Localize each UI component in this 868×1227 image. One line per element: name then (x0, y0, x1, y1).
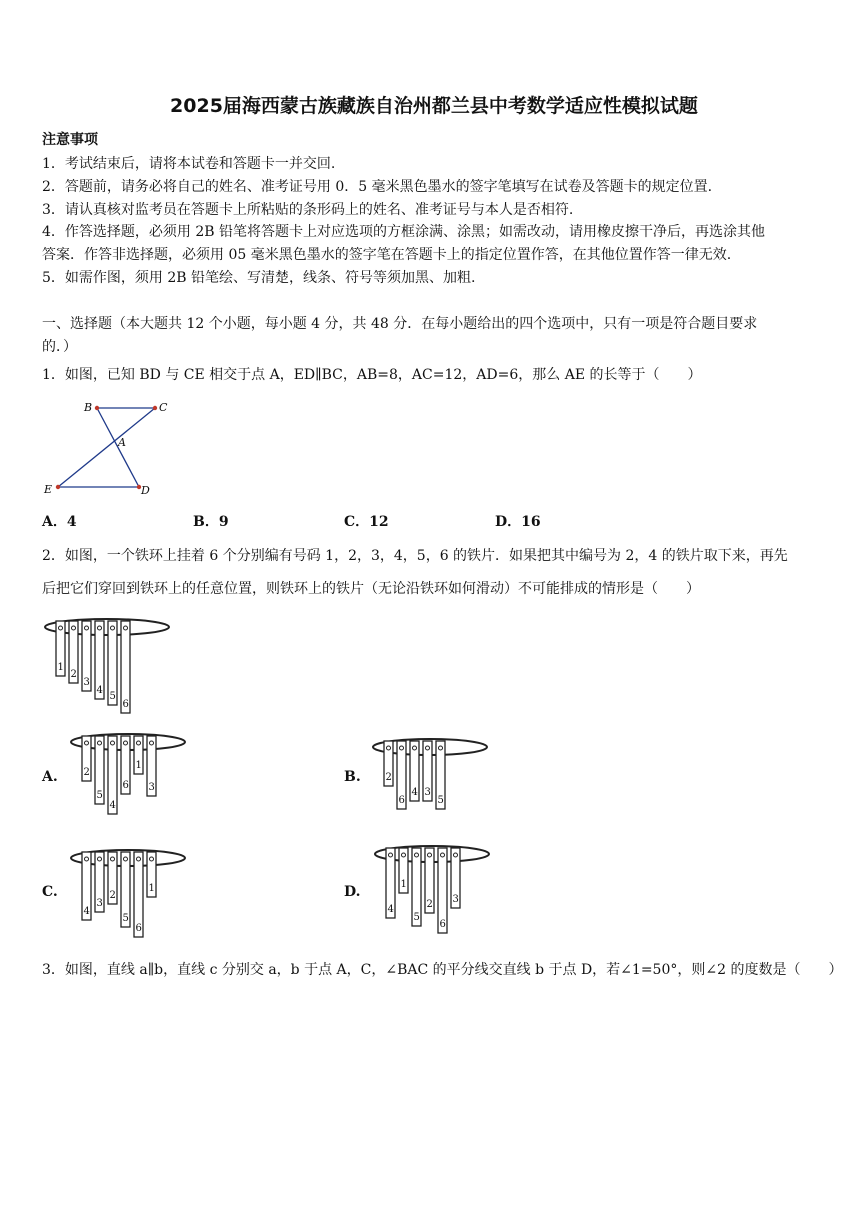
tag-hole (85, 741, 89, 745)
tag-number: 4 (109, 800, 116, 811)
tag-number: 1 (57, 662, 64, 673)
tag-hole (72, 626, 76, 630)
tag-hole (426, 746, 430, 750)
tag-number: 4 (411, 787, 418, 798)
tag-number: 3 (83, 677, 90, 688)
tag-hole (389, 853, 393, 857)
point-label-b: B (84, 401, 93, 414)
tag-number: 4 (96, 685, 103, 696)
tag-hole (111, 626, 115, 630)
section-heading: 一、选择题（本大题共 12 个小题，每小题 4 分，共 48 分．在每小题给出的四个选项中，只有一项是符合题目要求 (42, 316, 758, 332)
tag-hole (150, 857, 154, 861)
q2-stem: 2．如图，一个铁环上挂着 6 个分别编有号码 1，2，3，4，5，6 的铁片．如果把其中编号为 2，4 的铁片取下来，再先 (42, 548, 788, 564)
notice-item: 3．请认真核对监考员在答题卡上所粘贴的条形码上的姓名、准考证号与本人是否相符. (42, 202, 574, 218)
tag-hole (98, 626, 102, 630)
tag-number: 5 (109, 691, 116, 702)
tag-hole (400, 746, 404, 750)
tag-hole (387, 746, 391, 750)
q2-option-c-figure (68, 846, 198, 934)
q2-option-b-label: B. (344, 769, 361, 785)
q1-option-d: D．16 (495, 514, 541, 530)
tag-number: 1 (135, 760, 142, 771)
tag-number: 4 (83, 906, 90, 917)
q2-option-a-figure (68, 730, 198, 815)
tag-hole (85, 857, 89, 861)
q1-option-b: B．9 (193, 514, 229, 530)
tag-number: 6 (122, 699, 129, 710)
tag-hole (441, 853, 445, 857)
tag-hole (150, 741, 154, 745)
tag-number: 3 (148, 782, 155, 793)
tag-hole (413, 746, 417, 750)
tag-number: 3 (424, 787, 431, 798)
tag-hole (59, 626, 63, 630)
tag-number: 5 (437, 795, 444, 806)
tag-number: 5 (122, 913, 129, 924)
tag-hole (111, 741, 115, 745)
tag-number: 5 (96, 790, 103, 801)
tag-hole (98, 741, 102, 745)
notice-item: 答案．作答非选择题，必须用 05 毫米黑色墨水的签字笔在答题卡上的指定位置作答，在其他位置作答一律无效. (42, 247, 732, 263)
tag-number: 4 (387, 904, 394, 915)
q1-figure (40, 398, 170, 498)
tag-number: 3 (96, 898, 103, 909)
notice-heading: 注意事项 (42, 132, 98, 148)
q2-option-b-figure (370, 735, 500, 820)
q2-stem-cont: 后把它们穿回到铁环上的任意位置，则铁环上的铁片（无论沿铁环如何滑动）不可能排成的情形是（ ） (42, 581, 700, 597)
tag-hole (111, 857, 115, 861)
tag-hole (124, 857, 128, 861)
q2-option-d-figure (372, 842, 502, 932)
point-e (56, 485, 60, 489)
tag-hole (137, 741, 141, 745)
page-title: 2025届海西蒙古族藏族自治州都兰县中考数学适应性模拟试题 (170, 95, 698, 117)
q2-option-c-label: C. (42, 884, 58, 900)
tag-number: 2 (83, 767, 90, 778)
point-c (153, 406, 157, 410)
tag-number: 1 (148, 883, 155, 894)
tag-number: 3 (452, 894, 459, 905)
tag-hole (98, 857, 102, 861)
point-label-e: E (44, 483, 53, 496)
q1-option-c: C．12 (344, 514, 389, 530)
tag-hole (137, 857, 141, 861)
q2-option-a-label: A. (42, 769, 58, 785)
q2-option-d-label: D. (344, 884, 361, 900)
tag-hole (85, 626, 89, 630)
tag-hole (454, 853, 458, 857)
notice-item: 1．考试结束后，请将本试卷和答题卡一并交回. (42, 156, 336, 172)
tag-number: 2 (426, 899, 433, 910)
tag-number: 2 (109, 890, 116, 901)
tag-number: 6 (398, 795, 405, 806)
segment-ce (58, 408, 155, 487)
notice-item: 2．答题前，请务必将自己的姓名、准考证号用 0．5 毫米黑色墨水的签字笔填写在试卷及答题卡的规定位置. (42, 179, 713, 195)
point-label-c: C (159, 401, 168, 414)
tag-hole (428, 853, 432, 857)
tag-number: 6 (122, 780, 129, 791)
notice-item: 4．作答选择题，必须用 2B 铅笔将答题卡上对应选项的方框涂满、涂黑；如需改动，请用橡皮擦干净后，再选涂其他 (42, 224, 765, 240)
tag-hole (439, 746, 443, 750)
tag-number: 2 (385, 772, 392, 783)
tag-hole (402, 853, 406, 857)
section-heading-cont: 的．） (42, 339, 77, 355)
tag-number: 5 (413, 912, 420, 923)
q1-option-a: A．4 (42, 514, 77, 530)
tag-hole (124, 741, 128, 745)
tag-number: 6 (439, 919, 446, 930)
q3-stem: 3．如图，直线 a∥b，直线 c 分别交 a，b 于点 A，C，∠BAC 的平分线交直线 b 于点 D，若∠1=50°，则∠2 的度数是（ ） (42, 962, 843, 978)
point-label-a: A (118, 436, 126, 449)
tag-number: 1 (400, 879, 407, 890)
tag-number: 2 (70, 669, 77, 680)
q1-stem: 1．如图，已知 BD 与 CE 相交于点 A，ED∥BC，AB=8，AC=12，AD=6，那么 AE 的长等于（ ） (42, 367, 702, 383)
tag-hole (124, 626, 128, 630)
tag-number: 6 (135, 923, 142, 934)
point-label-d: D (141, 484, 150, 497)
q2-figure (42, 615, 182, 715)
notice-item: 5．如需作图，须用 2B 铅笔绘、写清楚，线条、符号等须加黑、加粗. (42, 270, 476, 286)
point-b (95, 406, 99, 410)
tag-hole (415, 853, 419, 857)
